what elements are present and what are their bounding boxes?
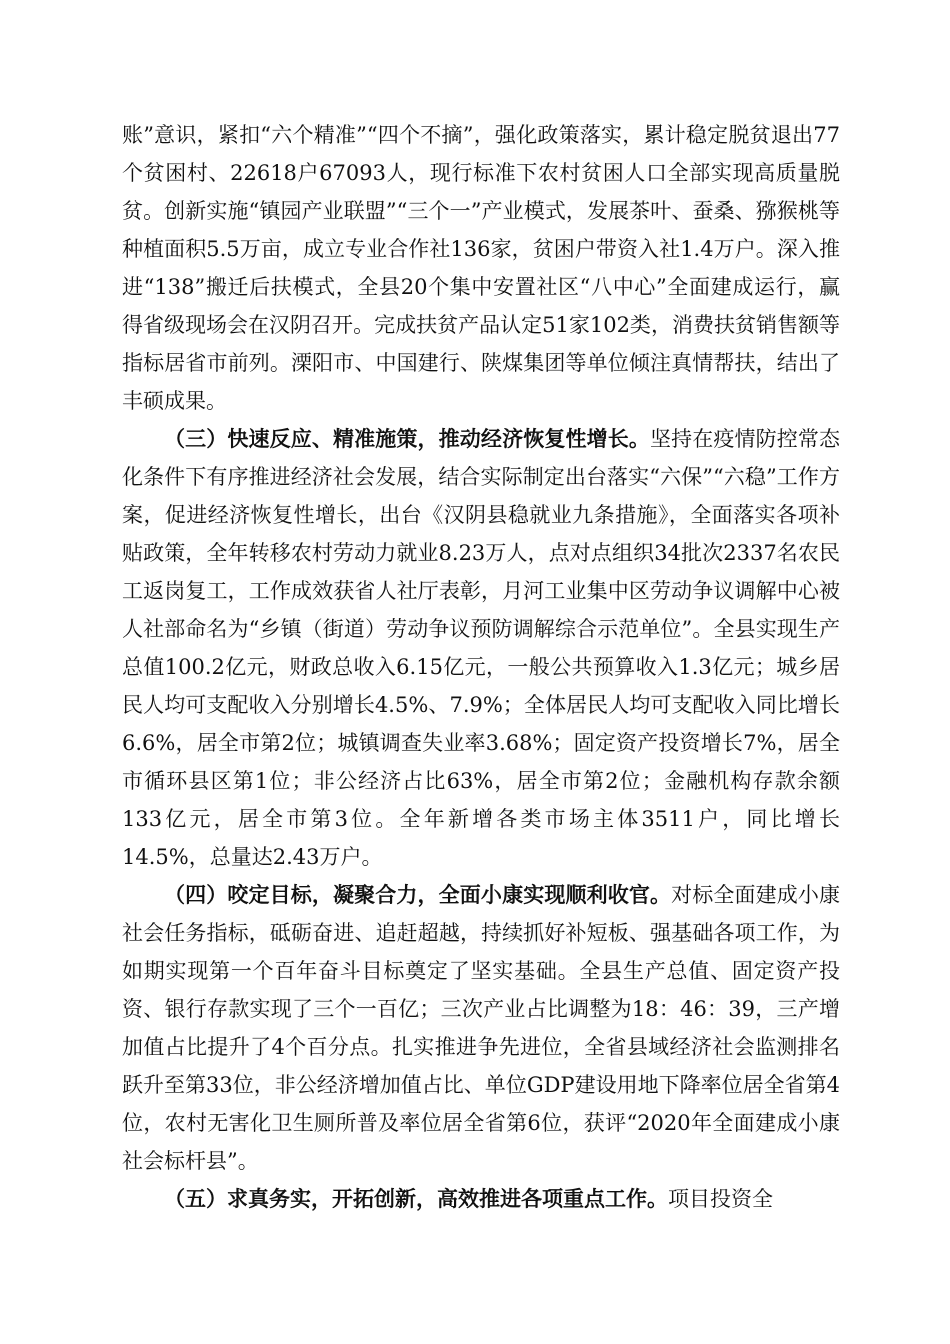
paragraph-4-body: 项目投资全 bbox=[668, 1187, 773, 1211]
paragraph-2-heading: （三）快速反应、精准施策，推动经济恢复性增长。 bbox=[164, 427, 650, 451]
paragraph-3 bbox=[122, 876, 840, 1180]
paragraph-2 bbox=[122, 420, 840, 876]
paragraph-1-body: 账”意识，紧扣“六个精准”“四个不摘”，强化政策落实，累计稳定脱贫退出77个贫困村、22618户67093人，现行标准下农村贫困人口全部实现高质量脱贫。创新实施“镇园产业联盟”“三个一”产业模式，发展茶叶、蚕桑、猕猴桃等种植面积5.5万亩，成立专业合作社136家，贫困户带资入社1.4万户。深入推进“138”搬迁后扶模式，全县20个集中安置社区“八中心”全面建成运行，赢得省级现场会在汉阴召开。完成扶贫产品认定51家102类，消费扶贫销售额等指标居省市前列。溧阳市、中国建行、陕煤集团等单位倾注真情帮扶，结出了丰硕成果。 bbox=[122, 123, 840, 413]
body-text bbox=[122, 116, 840, 1218]
paragraph-2-body: 坚持在疫情防控常态化条件下有序推进经济社会发展，结合实际制定出台落实“六保”“六稳”工作方案，促进经济恢复性增长，出台《汉阴县稳就业九条措施》，全面落实各项补贴政策，全年转移农村劳动力就业8.23万人，点对点组织34批次2337名农民工返岗复工，工作成效获省人社厅表彰，月河工业集中区劳动争议调解中心被人社部命名为“乡镇（街道）劳动争议预防调解综合示范单位”。全县实现生产总值100.2亿元，财政总收入6.15亿元，一般公共预算收入1.3亿元；城乡居民人均可支配收入分别增长4.5%、7.9%；全体居民人均可支配收入同比增长6.6%，居全市第2位；城镇调查失业率3.68%；固定资产投资增长7%，居全市循环县区第1位；非公经济占比63%，居全市第2位；金融机构存款余额133亿元，居全市第3位。全年新增各类市场主体3511户，同比增长14.5%，总量达2.43万户。 bbox=[122, 427, 841, 869]
paragraph-4-heading: （五）求真务实，开拓创新，高效推进各项重点工作。 bbox=[164, 1187, 668, 1211]
paragraph-3-heading: （四）咬定目标，凝聚合力，全面小康实现顺利收官。 bbox=[164, 883, 672, 907]
paragraph-4 bbox=[122, 1180, 840, 1218]
paragraph-1 bbox=[122, 116, 840, 420]
paragraph-3-body: 对标全面建成小康社会任务指标，砥砺奋进、追赶超越，持续抓好补短板、强基础各项工作，为如期实现第一个百年奋斗目标奠定了坚实基础。全县生产总值、固定资产投资、银行存款实现了三个一百亿；三次产业占比调整为18：46：39，三产增加值占比提升了4个百分点。扎实推进争先进位，全省县域经济社会监测排名跃升至第33位，非公经济增加值占比、单位GDP建设用地下降率位居全省第4位，农村无害化卫生厕所普及率位居全省第6位，获评“2020年全面建成小康社会标杆县”。 bbox=[122, 883, 841, 1173]
